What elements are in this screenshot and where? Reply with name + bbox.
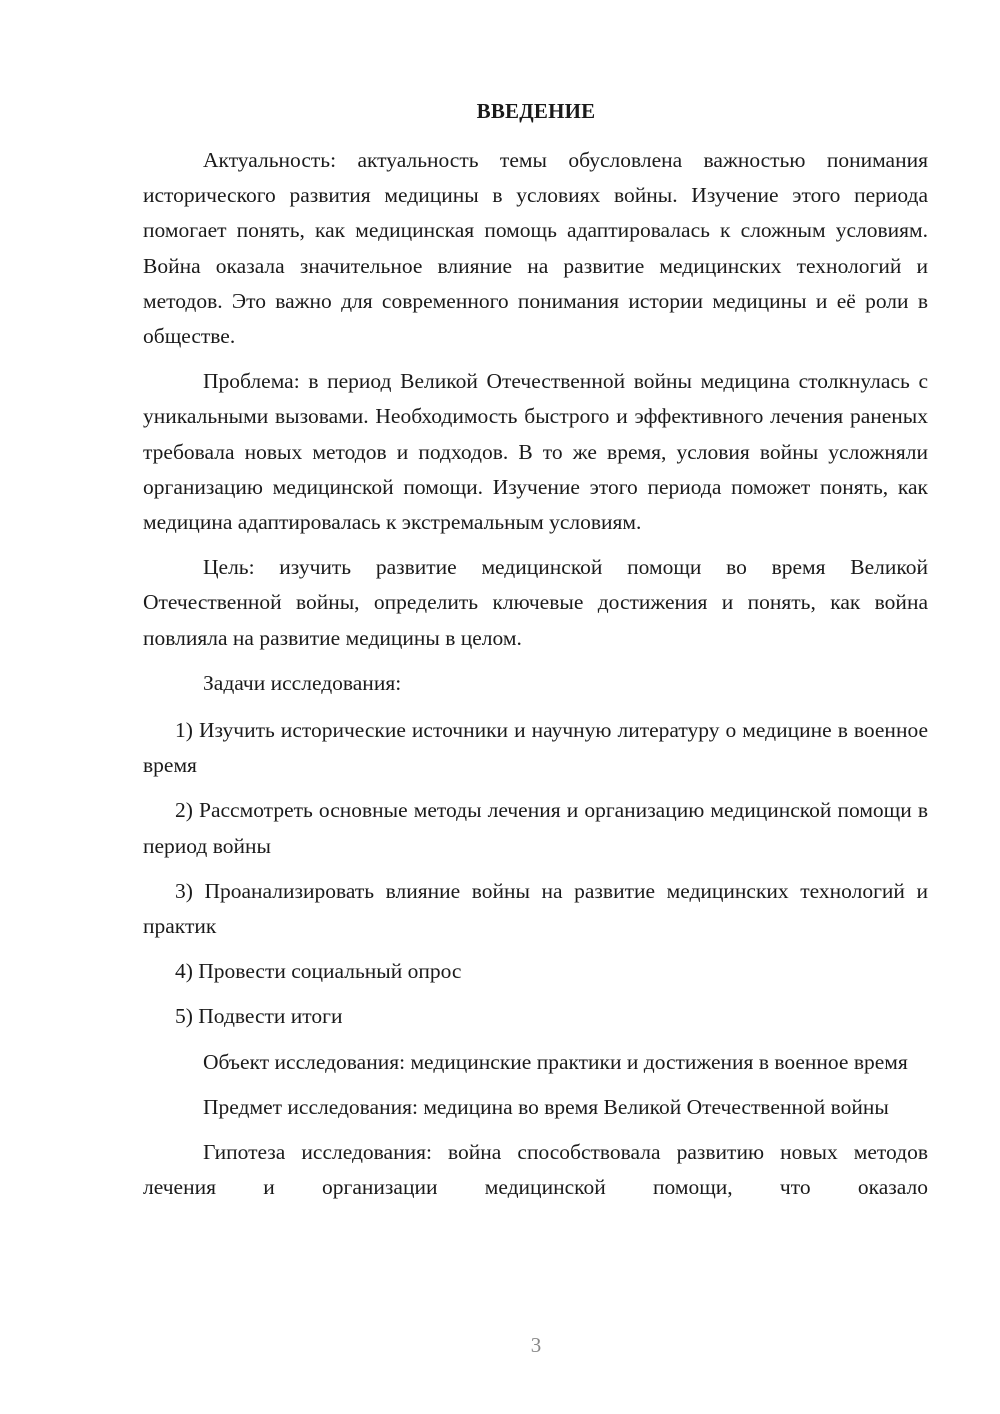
task-item-1: 1) Изучить исторические источники и научную литературу о медицине в военное время — [143, 718, 928, 778]
task-item-2: 2) Рассмотреть основные методы лечения и организацию медицинской помощи в период войны — [143, 798, 928, 858]
paragraph-object: Объект исследования: медицинские практики и достижения в военное время — [203, 1049, 908, 1074]
paragraph-relevance: Актуальность: актуальность темы обусловлена важностью понимания исторического развития медицины в условиях войны. Изучение этого периода помогает понять, как медицинская помощь адаптировалась к сложным условиям. Война оказала значительное влияние на развитие медицинских технологий и методов. Это важно для современного понимания истории медицины и её роли в обществе. — [143, 148, 928, 349]
document-body — [143, 143, 928, 1205]
task-item-3: 3) Проанализировать влияние войны на развитие медицинских технологий и практик — [143, 878, 928, 939]
task-item-5: 5) Подвести итоги — [175, 1004, 343, 1029]
paragraph-subject: Предмет исследования: медицина во время Великой Отечественной войны — [203, 1094, 889, 1119]
paragraph-problem: Проблема: в период Великой Отечественной войны медицина столкнулась с уникальными вызовами. Необходимость быстрого и эффективного лечения раненых требовала новых методов и подходов. В то же время, условия войны усложняли организацию медицинской помощи. Изучение этого периода поможет понять, как медицина адаптировалась к экстремальным условиям. — [143, 369, 928, 535]
task-item-4: 4) Провести социальный опрос — [175, 959, 462, 984]
paragraph-goal: Цель: изучить развитие медицинской помощи во время Великой Отечественной войны, определить ключевые достижения и понять, как война повлияла на развитие медицины в целом. — [143, 555, 928, 650]
tasks-heading: Задачи исследования: — [203, 670, 402, 695]
page-title: ВВЕДЕНИЕ — [476, 99, 596, 123]
page-number: 3 — [530, 1333, 542, 1357]
paragraph-hypothesis: Гипотеза исследования: война способствовала развитию новых методов лечения и организации медицинской помощи, что оказало — [143, 1140, 928, 1200]
